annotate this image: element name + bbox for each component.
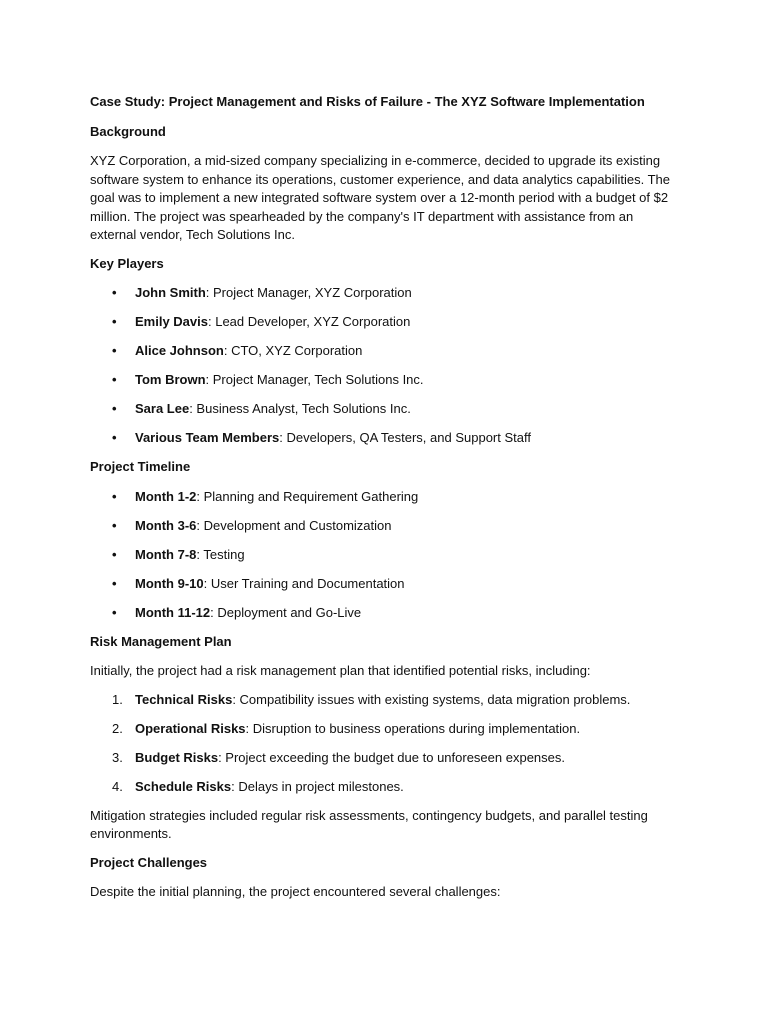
bullet-icon: • <box>112 517 117 533</box>
list-item <box>90 546 680 565</box>
timeline-period: Month 1-2 <box>135 488 197 504</box>
list-item <box>90 371 680 390</box>
bullet-icon: • <box>112 430 117 445</box>
risk-name: Operational Risks <box>135 720 246 736</box>
list-number: 1. <box>112 691 123 707</box>
risk-desc: : Compatibility issues with existing systems, data migration problems. <box>232 691 631 707</box>
document-page <box>90 93 680 912</box>
list-number: 3. <box>112 749 123 765</box>
player-role: : Project Manager, Tech Solutions Inc. <box>205 372 424 387</box>
player-name: Sara Lee <box>135 401 190 416</box>
risk-desc: : Delays in project milestones. <box>231 778 404 794</box>
list-item <box>90 720 680 739</box>
list-item <box>90 604 680 623</box>
bullet-icon: • <box>112 546 117 562</box>
player-role: : Business Analyst, Tech Solutions Inc. <box>189 401 411 416</box>
timeline-period: Month 3-6 <box>135 517 197 533</box>
list-item <box>90 778 680 797</box>
list-number: 2. <box>112 720 123 736</box>
list-item <box>90 691 680 710</box>
timeline-activity: : Planning and Requirement Gathering <box>196 488 419 504</box>
player-role: : Developers, QA Testers, and Support Staff <box>279 430 531 445</box>
challenges-intro: Despite the initial planning, the project encountered several challenges: <box>90 884 501 899</box>
timeline-activity: : Testing <box>196 546 245 562</box>
player-role: : Lead Developer, XYZ Corporation <box>208 314 411 329</box>
bullet-icon: • <box>112 575 117 591</box>
bullet-icon: • <box>112 488 117 504</box>
list-item <box>90 749 680 768</box>
timeline-period: Month 11-12 <box>135 604 211 620</box>
background-paragraph: XYZ Corporation, a mid-sized company specializing in e-commerce, decided to upgrade its existing software system to enhance its operations, customer experience, and data analytics capabilities. The goal was to implement a new integrated software system over a 12-month period with a budget of $2 million. The project was spearheaded by the company's IT department with assistance from an external vendor, Tech Solutions Inc. <box>90 153 671 242</box>
list-item <box>90 488 680 507</box>
list-item <box>90 313 680 332</box>
risk-name: Budget Risks <box>135 749 219 765</box>
list-item <box>90 342 680 361</box>
heading-key-players: Key Players <box>90 255 164 271</box>
list-item <box>90 575 680 594</box>
key-players-list <box>90 284 680 448</box>
risk-desc: : Disruption to business operations during implementation. <box>245 720 581 736</box>
player-name: Emily Davis <box>135 314 208 329</box>
risk-desc: : Project exceeding the budget due to unforeseen expenses. <box>218 749 565 765</box>
timeline-period: Month 9-10 <box>135 575 204 591</box>
mitigation-paragraph: Mitigation strategies included regular risk assessments, contingency budgets, and parallel testing environments. <box>90 807 648 841</box>
timeline-period: Month 7-8 <box>135 546 197 562</box>
bullet-icon: • <box>112 314 117 329</box>
risk-list <box>90 691 680 797</box>
heading-project-challenges: Project Challenges <box>90 854 208 870</box>
heading-project-timeline: Project Timeline <box>90 459 191 474</box>
timeline-list <box>90 488 680 623</box>
player-name: John Smith <box>135 285 206 300</box>
risk-name: Technical Risks <box>135 691 233 707</box>
risk-plan-intro: Initially, the project had a risk management plan that identified potential risks, including: <box>90 663 591 678</box>
timeline-activity: : User Training and Documentation <box>203 575 405 591</box>
timeline-activity: : Development and Customization <box>196 517 392 533</box>
list-item <box>90 400 680 419</box>
player-name: Tom Brown <box>135 372 206 387</box>
list-item <box>90 429 680 448</box>
player-role: : Project Manager, XYZ Corporation <box>205 285 412 300</box>
heading-background: Background <box>90 123 166 139</box>
document-title: Case Study: Project Management and Risks of Failure - The XYZ Software Implementation <box>90 94 645 109</box>
player-name: Alice Johnson <box>135 343 224 358</box>
timeline-activity: : Deployment and Go-Live <box>210 604 362 620</box>
bullet-icon: • <box>112 604 117 620</box>
list-item <box>90 284 680 303</box>
bullet-icon: • <box>112 343 117 358</box>
list-item <box>90 517 680 536</box>
bullet-icon: • <box>112 372 117 387</box>
bullet-icon: • <box>112 401 117 416</box>
player-role: : CTO, XYZ Corporation <box>223 343 363 358</box>
risk-name: Schedule Risks <box>135 778 232 794</box>
player-name: Various Team Members <box>135 430 280 445</box>
list-number: 4. <box>112 778 123 794</box>
heading-risk-management-plan: Risk Management Plan <box>90 633 232 649</box>
bullet-icon: • <box>112 285 117 300</box>
